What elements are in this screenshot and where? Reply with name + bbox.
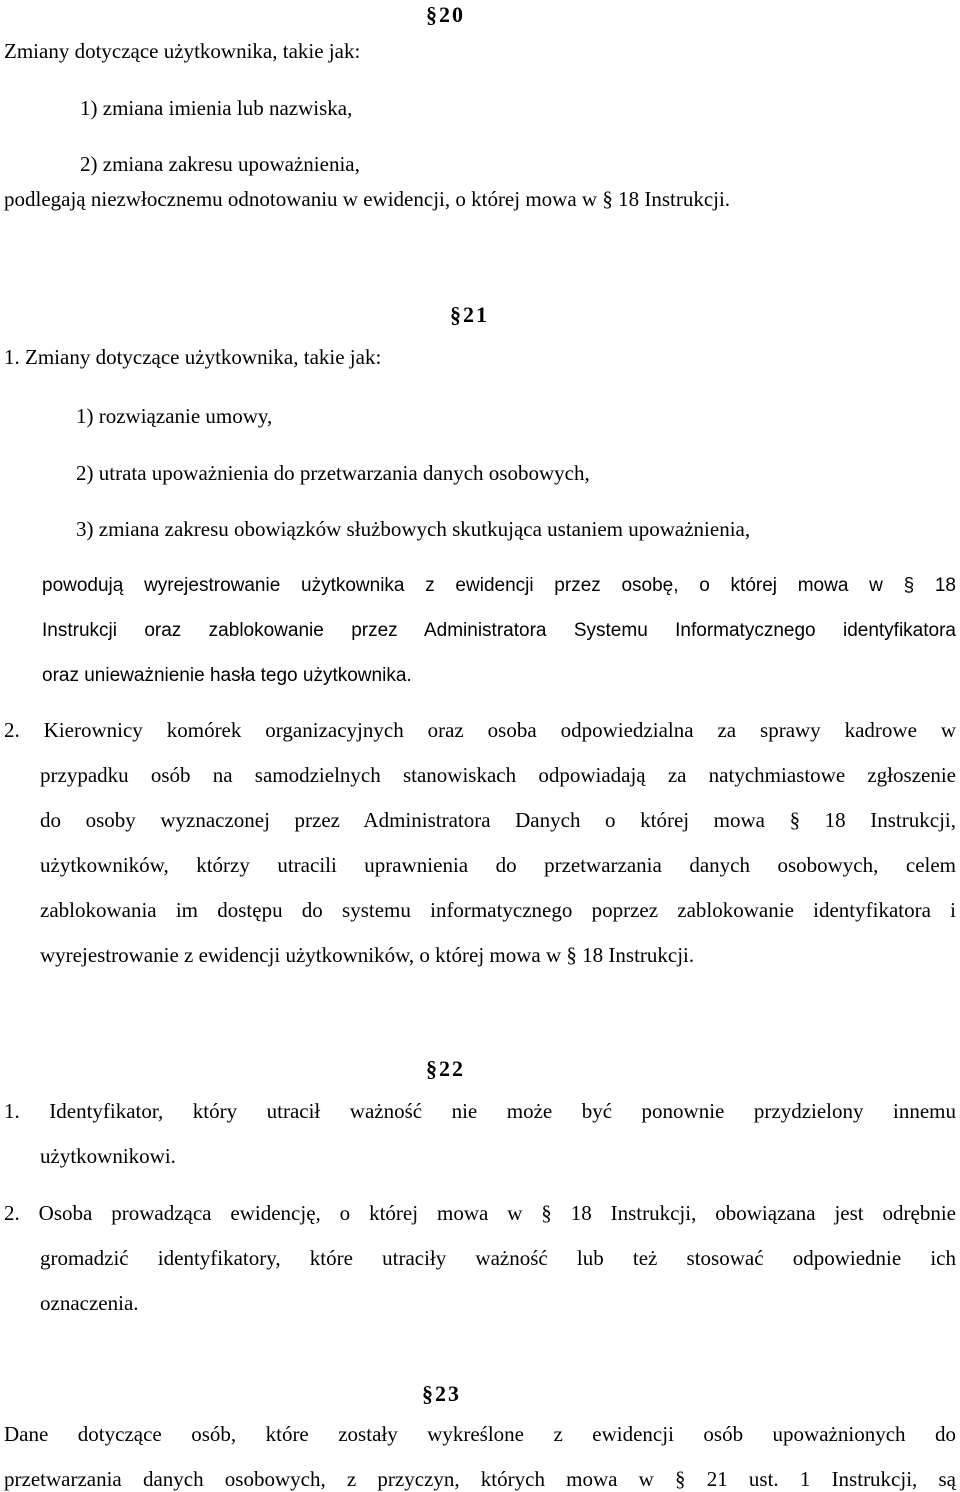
section-21-p1-line-3: oraz unieważnienie hasła tego użytkownika. bbox=[42, 665, 412, 686]
section-20-item-2: 2) zmiana zakresu upoważnienia, bbox=[80, 152, 360, 176]
section-23-line-1: Dane dotyczące osób, które zostały wykreślone z ewidencji osób upoważnionych do bbox=[4, 1422, 956, 1446]
section-21-p2-line-3: do osoby wyznaczonej przez Administratora Danych o której mowa § 18 Instrukcji, bbox=[40, 808, 956, 832]
section-23-line-2: przetwarzania danych osobowych, z przyczyn, których mowa w § 21 ust. 1 Instrukcji, są bbox=[4, 1467, 956, 1491]
section-21-item-2: 2) utrata upoważnienia do przetwarzania danych osobowych, bbox=[76, 461, 590, 485]
section-21-p2-line-2: przypadku osób na samodzielnych stanowiskach odpowiadają za natychmiastowe zgłoszenie bbox=[40, 763, 956, 787]
section-21-p1-line-1: powodują wyrejestrowanie użytkownika z ewidencji przez osobę, o której mowa w § 18 bbox=[42, 575, 956, 596]
section-20-item-1: 1) zmiana imienia lub nazwiska, bbox=[80, 96, 353, 120]
section-20-intro: Zmiany dotyczące użytkownika, takie jak: bbox=[4, 39, 361, 63]
section-23-heading: §23 bbox=[422, 1381, 461, 1406]
section-21-item-3: 3) zmiana zakresu obowiązków służbowych skutkująca ustaniem upoważnienia, bbox=[76, 517, 751, 541]
section-21-p2-line-1: 2. Kierownicy komórek organizacyjnych oraz osoba odpowiedzialna za sprawy kadrowe w bbox=[4, 718, 956, 742]
section-21-p1-line-2: Instrukcji oraz zablokowanie przez Administratora Systemu Informatycznego identyfikatora bbox=[42, 620, 956, 641]
section-22-p2-line-3: oznaczenia. bbox=[40, 1291, 139, 1315]
section-20-closing: podlegają niezwłocznemu odnotowaniu w ewidencji, o której mowa w § 18 Instrukcji. bbox=[4, 187, 731, 211]
section-22-p1-line-1: 1. Identyfikator, który utracił ważność nie może być ponownie przydzielony innemu bbox=[4, 1099, 956, 1123]
section-21-p1-intro: 1. Zmiany dotyczące użytkownika, takie jak: bbox=[4, 345, 382, 369]
section-22-heading: §22 bbox=[426, 1056, 465, 1081]
section-20-heading: §20 bbox=[426, 2, 465, 27]
section-21-p2-line-5: zablokowania im dostępu do systemu informatycznego poprzez zablokowanie identyfikatora i bbox=[40, 898, 956, 922]
section-21-item-1: 1) rozwiązanie umowy, bbox=[76, 404, 273, 428]
section-22-p2-line-2: gromadzić identyfikatory, które utraciły ważność lub też stosować odpowiednie ich bbox=[40, 1246, 956, 1270]
section-22-p2-line-1: 2. Osoba prowadząca ewidencję, o której mowa w § 18 Instrukcji, obowiązana jest odrębnie bbox=[4, 1201, 956, 1225]
section-21-p2-line-4: użytkowników, którzy utracili uprawnienia do przetwarzania danych osobowych, celem bbox=[40, 853, 956, 877]
section-22-p1-line-2: użytkownikowi. bbox=[40, 1144, 176, 1168]
section-21-p2-line-6: wyrejestrowanie z ewidencji użytkowników, o której mowa w § 18 Instrukcji. bbox=[40, 943, 695, 967]
section-21-heading: §21 bbox=[450, 302, 489, 327]
